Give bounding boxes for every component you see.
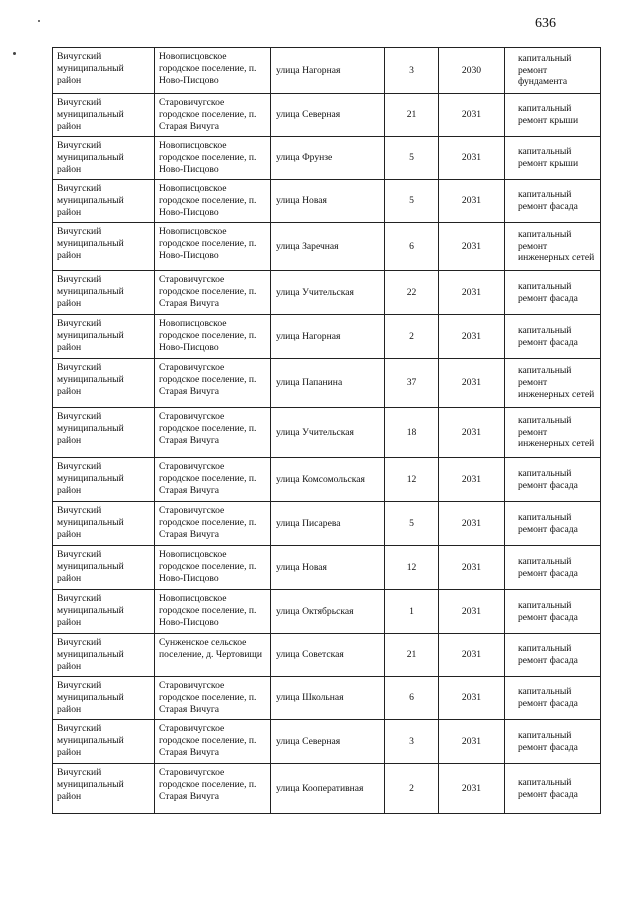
work-type-cell: капитальный ремонт инженерных сетей bbox=[505, 359, 601, 408]
work-type-cell: капитальный ремонт фундамента bbox=[505, 48, 601, 94]
work-type-cell: капитальный ремонт фасада bbox=[505, 634, 601, 677]
house-number-cell: 1 bbox=[385, 590, 439, 634]
table-row bbox=[53, 546, 601, 590]
district-cell: Вичугский муниципальный район bbox=[53, 315, 155, 359]
year-cell: 2031 bbox=[439, 408, 505, 458]
street-cell: улица Фрунзе bbox=[271, 137, 385, 180]
settlement-cell: Старовичугское городское поселение, п. Старая Вичуга bbox=[155, 359, 271, 408]
house-number-cell: 5 bbox=[385, 137, 439, 180]
street-cell: улица Советская bbox=[271, 634, 385, 677]
district-cell: Вичугский муниципальный район bbox=[53, 546, 155, 590]
street-cell: улица Нагорная bbox=[271, 48, 385, 94]
table-row bbox=[53, 94, 601, 137]
street-cell: улица Писарева bbox=[271, 502, 385, 546]
work-type-cell: капитальный ремонт фасада bbox=[505, 180, 601, 223]
table-row bbox=[53, 408, 601, 458]
year-cell: 2031 bbox=[439, 764, 505, 814]
page-number: 636 bbox=[535, 16, 556, 31]
district-cell: Вичугский муниципальный район bbox=[53, 408, 155, 458]
district-cell: Вичугский муниципальный район bbox=[53, 271, 155, 315]
scan-speck bbox=[38, 20, 40, 22]
work-type-cell: капитальный ремонт крыши bbox=[505, 137, 601, 180]
scan-speck bbox=[13, 52, 16, 55]
year-cell: 2031 bbox=[439, 223, 505, 271]
street-cell: улица Учительская bbox=[271, 408, 385, 458]
district-cell: Вичугский муниципальный район bbox=[53, 720, 155, 764]
street-cell: улица Северная bbox=[271, 94, 385, 137]
district-cell: Вичугский муниципальный район bbox=[53, 458, 155, 502]
settlement-cell: Старовичугское городское поселение, п. Старая Вичуга bbox=[155, 677, 271, 720]
district-cell: Вичугский муниципальный район bbox=[53, 764, 155, 814]
house-number-cell: 6 bbox=[385, 677, 439, 720]
settlement-cell: Старовичугское городское поселение, п. Старая Вичуга bbox=[155, 764, 271, 814]
house-number-cell: 21 bbox=[385, 94, 439, 137]
year-cell: 2031 bbox=[439, 634, 505, 677]
work-type-cell: капитальный ремонт фасада bbox=[505, 720, 601, 764]
district-cell: Вичугский муниципальный район bbox=[53, 94, 155, 137]
table-row bbox=[53, 271, 601, 315]
table-row bbox=[53, 634, 601, 677]
year-cell: 2031 bbox=[439, 180, 505, 223]
table-body bbox=[53, 48, 601, 814]
street-cell: улица Кооперативная bbox=[271, 764, 385, 814]
street-cell: улица Заречная bbox=[271, 223, 385, 271]
district-cell: Вичугский муниципальный район bbox=[53, 48, 155, 94]
table-row bbox=[53, 502, 601, 546]
settlement-cell: Новописцовское городское поселение, п. Ново-Писцово bbox=[155, 180, 271, 223]
table-row bbox=[53, 764, 601, 814]
district-cell: Вичугский муниципальный район bbox=[53, 180, 155, 223]
settlement-cell: Новописцовское городское поселение, п. Ново-Писцово bbox=[155, 48, 271, 94]
house-number-cell: 2 bbox=[385, 315, 439, 359]
work-type-cell: капитальный ремонт фасада bbox=[505, 271, 601, 315]
district-cell: Вичугский муниципальный район bbox=[53, 223, 155, 271]
table-row bbox=[53, 223, 601, 271]
year-cell: 2030 bbox=[439, 48, 505, 94]
settlement-cell: Старовичугское городское поселение, п. Старая Вичуга bbox=[155, 502, 271, 546]
table-row bbox=[53, 458, 601, 502]
year-cell: 2031 bbox=[439, 458, 505, 502]
house-number-cell: 12 bbox=[385, 458, 439, 502]
year-cell: 2031 bbox=[439, 137, 505, 180]
house-number-cell: 6 bbox=[385, 223, 439, 271]
year-cell: 2031 bbox=[439, 677, 505, 720]
work-type-cell: капитальный ремонт инженерных сетей bbox=[505, 223, 601, 271]
work-type-cell: капитальный ремонт фасада bbox=[505, 315, 601, 359]
year-cell: 2031 bbox=[439, 590, 505, 634]
settlement-cell: Новописцовское городское поселение, п. Ново-Писцово bbox=[155, 137, 271, 180]
house-number-cell: 5 bbox=[385, 180, 439, 223]
table-row bbox=[53, 315, 601, 359]
settlement-cell: Старовичугское городское поселение, п. Старая Вичуга bbox=[155, 720, 271, 764]
settlement-cell: Старовичугское городское поселение, п. Старая Вичуга bbox=[155, 271, 271, 315]
work-type-cell: капитальный ремонт фасада bbox=[505, 677, 601, 720]
repair-schedule-table bbox=[52, 47, 601, 814]
table-row bbox=[53, 720, 601, 764]
house-number-cell: 12 bbox=[385, 546, 439, 590]
district-cell: Вичугский муниципальный район bbox=[53, 502, 155, 546]
settlement-cell: Старовичугское городское поселение, п. Старая Вичуга bbox=[155, 94, 271, 137]
house-number-cell: 2 bbox=[385, 764, 439, 814]
district-cell: Вичугский муниципальный район bbox=[53, 590, 155, 634]
district-cell: Вичугский муниципальный район bbox=[53, 137, 155, 180]
street-cell: улица Северная bbox=[271, 720, 385, 764]
settlement-cell: Старовичугское городское поселение, п. Старая Вичуга bbox=[155, 408, 271, 458]
street-cell: улица Новая bbox=[271, 546, 385, 590]
table-row bbox=[53, 180, 601, 223]
table-row bbox=[53, 48, 601, 94]
work-type-cell: капитальный ремонт фасада bbox=[505, 590, 601, 634]
house-number-cell: 18 bbox=[385, 408, 439, 458]
year-cell: 2031 bbox=[439, 720, 505, 764]
settlement-cell: Новописцовское городское поселение, п. Ново-Писцово bbox=[155, 223, 271, 271]
year-cell: 2031 bbox=[439, 359, 505, 408]
district-cell: Вичугский муниципальный район bbox=[53, 634, 155, 677]
work-type-cell: капитальный ремонт фасада bbox=[505, 458, 601, 502]
street-cell: улица Учительская bbox=[271, 271, 385, 315]
house-number-cell: 21 bbox=[385, 634, 439, 677]
street-cell: улица Папанина bbox=[271, 359, 385, 408]
year-cell: 2031 bbox=[439, 271, 505, 315]
table-row bbox=[53, 137, 601, 180]
house-number-cell: 22 bbox=[385, 271, 439, 315]
work-type-cell: капитальный ремонт фасада bbox=[505, 502, 601, 546]
house-number-cell: 3 bbox=[385, 720, 439, 764]
settlement-cell: Новописцовское городское поселение, п. Ново-Писцово bbox=[155, 315, 271, 359]
table-row bbox=[53, 677, 601, 720]
street-cell: улица Комсомольская bbox=[271, 458, 385, 502]
work-type-cell: капитальный ремонт крыши bbox=[505, 94, 601, 137]
street-cell: улица Нагорная bbox=[271, 315, 385, 359]
year-cell: 2031 bbox=[439, 315, 505, 359]
table-row bbox=[53, 590, 601, 634]
work-type-cell: капитальный ремонт фасада bbox=[505, 764, 601, 814]
work-type-cell: капитальный ремонт инженерных сетей bbox=[505, 408, 601, 458]
street-cell: улица Новая bbox=[271, 180, 385, 223]
street-cell: улица Октябрьская bbox=[271, 590, 385, 634]
street-cell: улица Школьная bbox=[271, 677, 385, 720]
district-cell: Вичугский муниципальный район bbox=[53, 677, 155, 720]
district-cell: Вичугский муниципальный район bbox=[53, 359, 155, 408]
year-cell: 2031 bbox=[439, 94, 505, 137]
year-cell: 2031 bbox=[439, 502, 505, 546]
settlement-cell: Новописцовское городское поселение, п. Ново-Писцово bbox=[155, 590, 271, 634]
settlement-cell: Новописцовское городское поселение, п. Ново-Писцово bbox=[155, 546, 271, 590]
settlement-cell: Сунженское сельское поселение, д. Чертовищи bbox=[155, 634, 271, 677]
settlement-cell: Старовичугское городское поселение, п. Старая Вичуга bbox=[155, 458, 271, 502]
house-number-cell: 5 bbox=[385, 502, 439, 546]
house-number-cell: 3 bbox=[385, 48, 439, 94]
house-number-cell: 37 bbox=[385, 359, 439, 408]
table-row bbox=[53, 359, 601, 408]
year-cell: 2031 bbox=[439, 546, 505, 590]
work-type-cell: капитальный ремонт фасада bbox=[505, 546, 601, 590]
